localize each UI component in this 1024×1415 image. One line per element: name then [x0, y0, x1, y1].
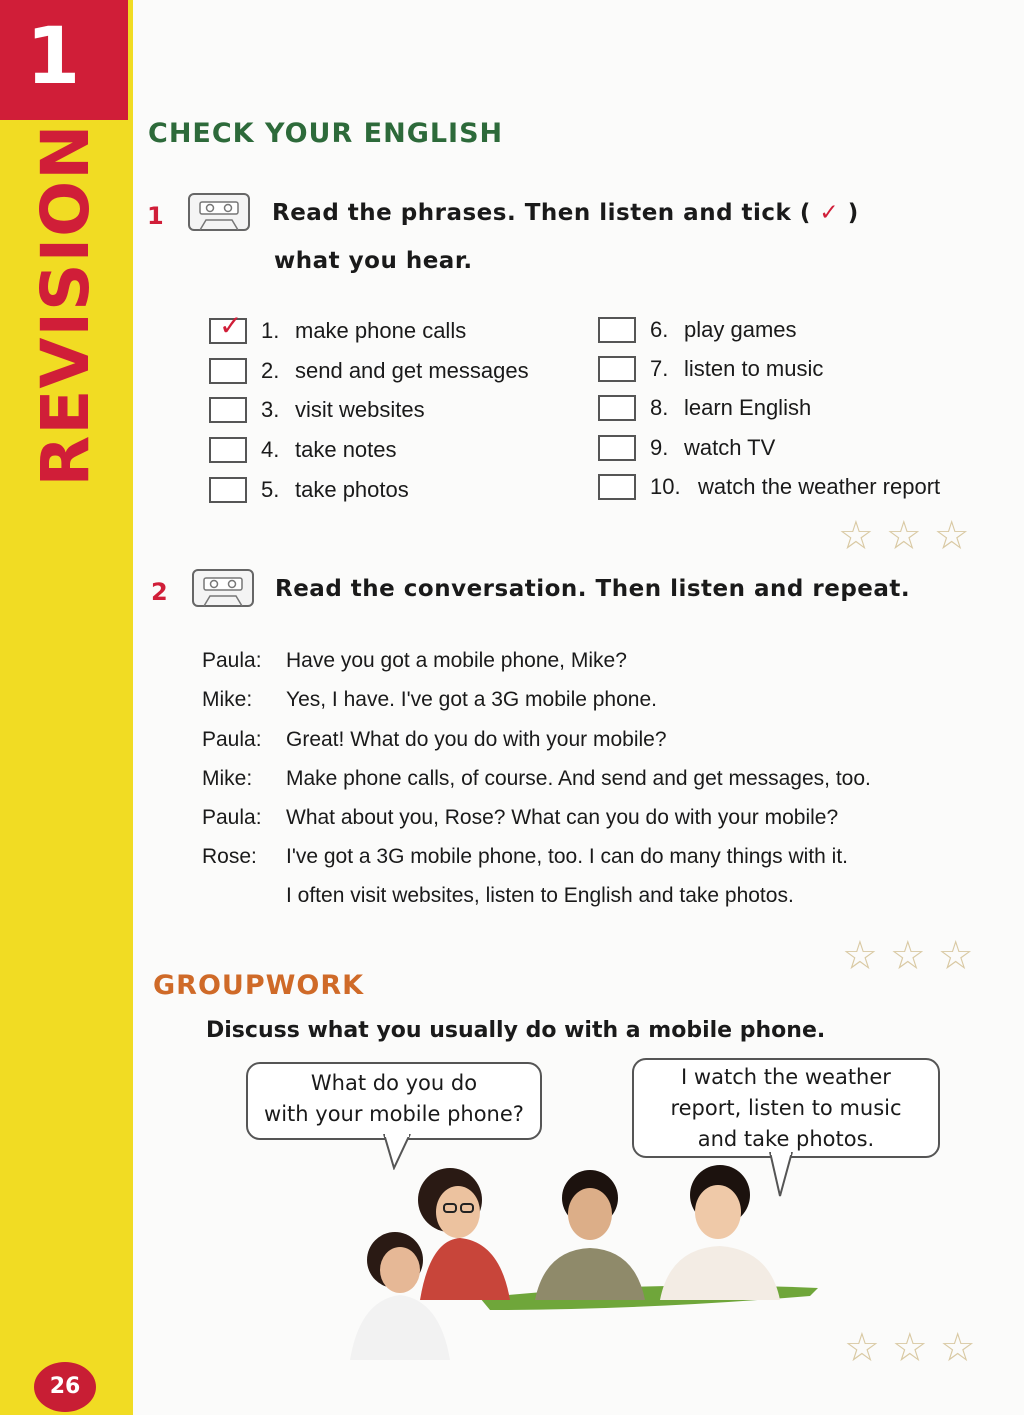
item-label: listen to music [684, 356, 824, 381]
item-number: 4. [261, 437, 280, 462]
revision-title: REVISION [27, 123, 104, 487]
item-number: 2. [261, 358, 280, 383]
check-mark-icon: ✓ [219, 310, 243, 341]
item-number: 6. [650, 317, 669, 342]
tick-symbol: ✓ [819, 200, 840, 226]
checkbox[interactable] [209, 437, 247, 463]
star-icon: ☆ [838, 513, 874, 559]
bubble-line: and take photos. [697, 1127, 875, 1151]
rating-stars [838, 513, 970, 559]
utterance: I've got a 3G mobile phone, too. I can do many things with it. [286, 845, 848, 868]
utterance: Make phone calls, of course. And send and get messages, too. [286, 767, 871, 790]
checklist-item[interactable] [209, 475, 409, 505]
star-icon: ☆ [891, 1325, 928, 1371]
item-number: 3. [261, 397, 280, 422]
rating-stars [844, 1325, 976, 1371]
speaker: Rose: [202, 845, 257, 868]
checkbox[interactable] [209, 397, 247, 423]
checkbox[interactable] [598, 317, 636, 343]
checkbox[interactable] [598, 435, 636, 461]
item-label: send and get messages [295, 358, 529, 383]
exercise-1-instruction-line1: Read the phrases. Then listen and tick ( [272, 200, 811, 226]
checklist-item[interactable] [598, 433, 775, 463]
checkbox[interactable] [209, 310, 247, 344]
cassette-icon [190, 566, 256, 610]
checklist-item[interactable] [209, 395, 425, 425]
star-icon: ☆ [842, 933, 878, 979]
groupwork-heading: GROUPWORK [153, 970, 365, 1001]
bubble-line: with your mobile phone? [264, 1102, 524, 1126]
utterance: Have you got a mobile phone, Mike? [286, 649, 627, 672]
speaker: Paula: [202, 728, 262, 751]
star-icon: ☆ [937, 933, 974, 979]
utterance: I often visit websites, listen to English and take photos. [286, 884, 794, 907]
item-number: 10. [650, 474, 681, 499]
checkbox[interactable] [209, 358, 247, 384]
page-number: 26 [34, 1362, 96, 1412]
item-label: watch the weather report [698, 474, 941, 499]
bubble-line: I watch the weather [681, 1065, 891, 1089]
exercise-1-instruction-line2: what you hear. [274, 248, 473, 274]
unit-number: 1 [26, 12, 81, 102]
speech-bubble-left [246, 1062, 542, 1140]
check-your-english-heading: CHECK YOUR ENGLISH [148, 118, 504, 149]
utterance: Yes, I have. I've got a 3G mobile phone. [286, 688, 657, 711]
item-label: visit websites [295, 397, 425, 422]
exercise-1-number: 1 [147, 202, 164, 230]
cassette-icon [186, 190, 252, 234]
item-number: 8. [650, 395, 669, 420]
exercise-1-instruction-close: ) [847, 200, 859, 226]
exercise-2-number: 2 [151, 578, 168, 606]
utterance: What about you, Rose? What can you do with your mobile? [286, 806, 839, 829]
checklist-item[interactable] [598, 393, 811, 423]
rating-stars [842, 933, 974, 979]
item-number: 9. [650, 435, 669, 460]
item-label: learn English [684, 395, 812, 420]
star-icon: ☆ [885, 513, 922, 559]
exercise-2-instruction: Read the conversation. Then listen and repeat. [275, 576, 911, 602]
star-icon: ☆ [844, 1325, 880, 1371]
checklist-item[interactable] [209, 356, 529, 386]
item-label: take notes [295, 437, 397, 462]
checklist-item[interactable] [209, 435, 397, 465]
item-label: take photos [295, 477, 409, 502]
speaker: Mike: [202, 767, 253, 790]
groupwork-instruction: Discuss what you usually do with a mobile phone. [206, 1018, 826, 1043]
checklist-item[interactable] [598, 472, 940, 502]
exercise-1-instruction [272, 200, 859, 226]
children-photo [340, 1160, 820, 1360]
item-number: 1. [261, 318, 280, 343]
item-number: 7. [650, 356, 669, 381]
unit-badge [0, 0, 128, 120]
checklist-item[interactable] [598, 354, 823, 384]
checkbox[interactable] [598, 395, 636, 421]
utterance: Great! What do you do with your mobile? [286, 728, 667, 751]
item-label: make phone calls [295, 318, 467, 343]
checkbox[interactable] [598, 474, 636, 500]
checkbox[interactable] [598, 356, 636, 382]
star-icon: ☆ [889, 933, 926, 979]
speaker: Mike: [202, 688, 253, 711]
speaker: Paula: [202, 649, 262, 672]
checklist-item[interactable] [598, 315, 797, 345]
star-icon: ☆ [939, 1325, 976, 1371]
item-label: play games [684, 317, 797, 342]
checklist-item[interactable] [209, 310, 467, 346]
star-icon: ☆ [933, 513, 970, 559]
item-label: watch TV [684, 435, 776, 460]
checkbox[interactable] [209, 477, 247, 503]
bubble-line: What do you do [310, 1071, 478, 1095]
item-number: 5. [261, 477, 280, 502]
speaker: Paula: [202, 806, 262, 829]
bubble-line: report, listen to music [670, 1096, 902, 1120]
speech-bubble-right [632, 1058, 940, 1158]
